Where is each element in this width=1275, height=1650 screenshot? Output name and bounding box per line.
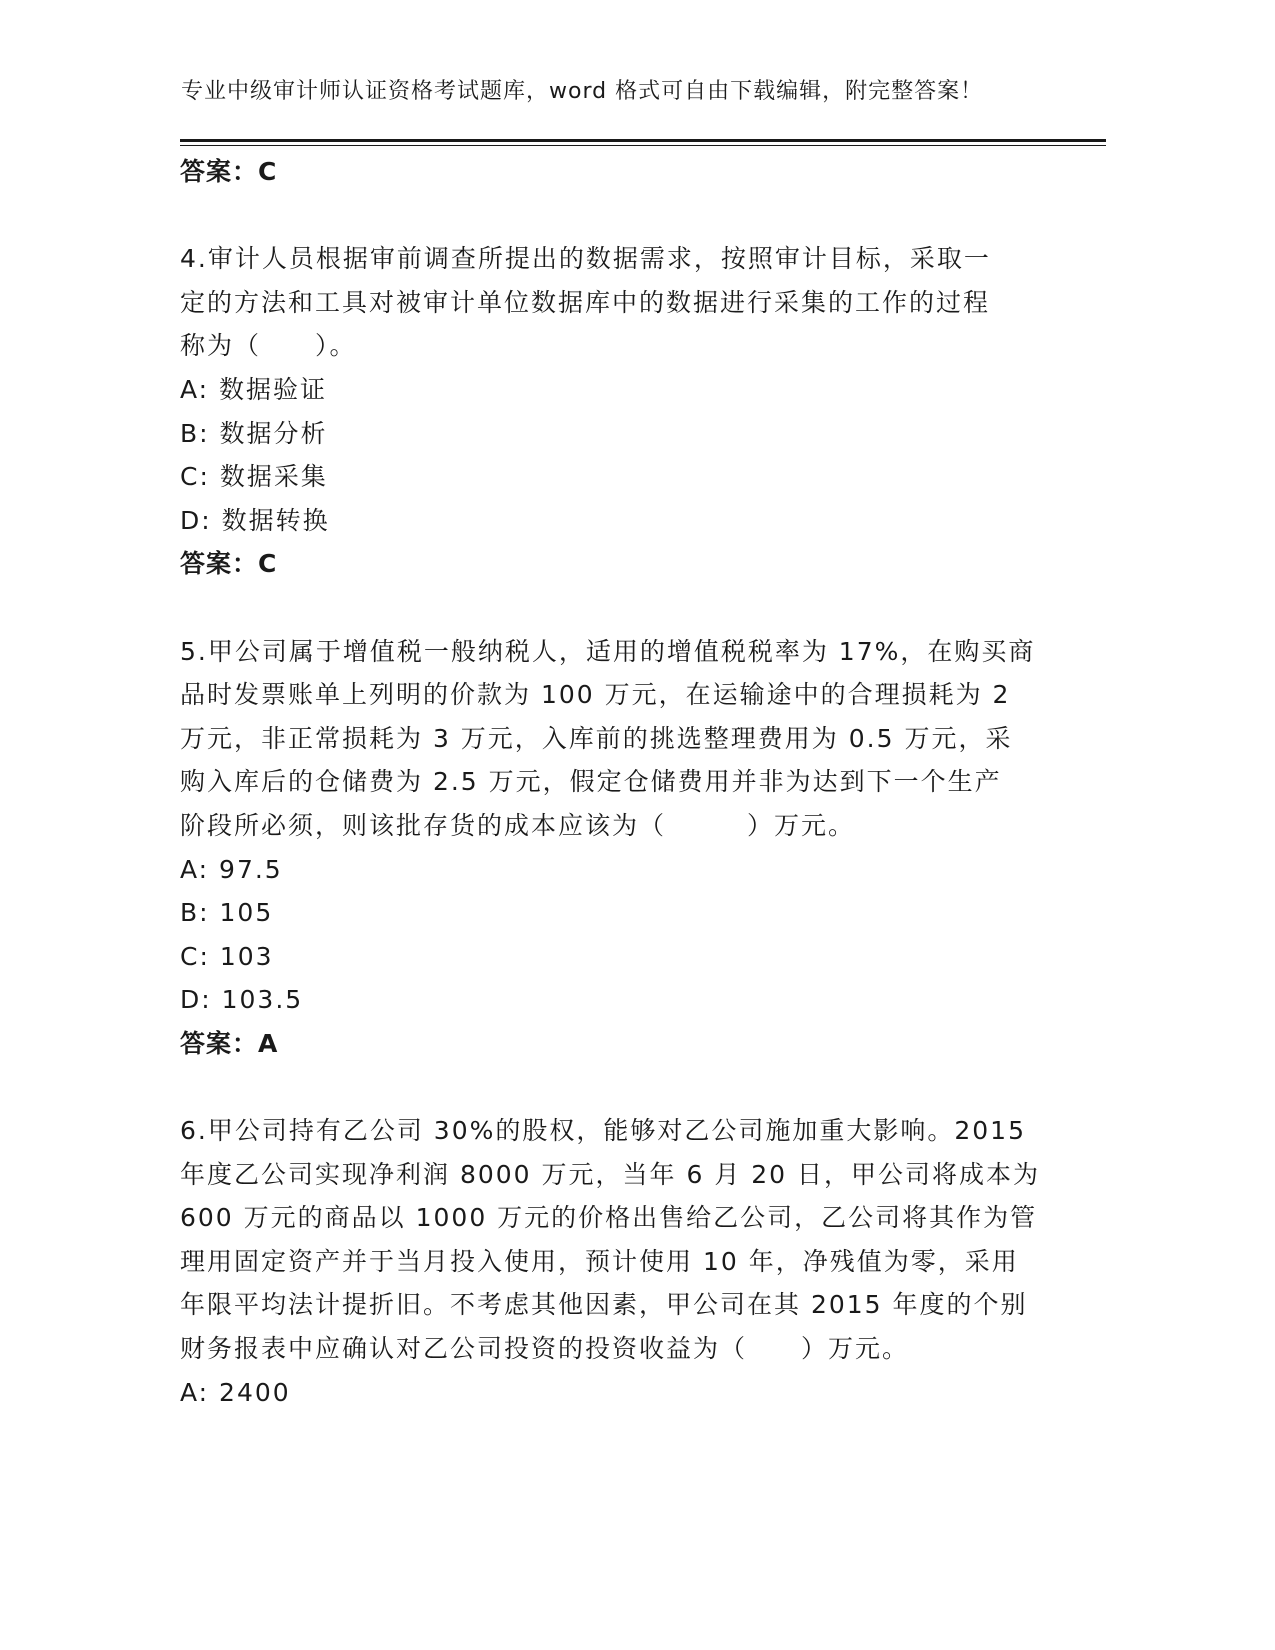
question-5-line: 品时发票账单上列明的价款为 100 万元，在运输途中的合理损耗为 2 bbox=[180, 680, 1011, 710]
option-a: A: 2400 bbox=[180, 1377, 291, 1407]
question-6-line: 财务报表中应确认对乙公司投资的投资收益为（ ）万元。 bbox=[180, 1334, 910, 1364]
header-rule-thin bbox=[180, 145, 1106, 146]
question-6-line: 理用固定资产并于当月投入使用，预计使用 10 年，净残值为零，采用 bbox=[180, 1246, 1019, 1276]
spacer bbox=[180, 194, 1040, 238]
question-5 bbox=[180, 630, 1040, 1066]
question-6-line: 年度乙公司实现净利润 8000 万元，当年 6 月 20 日，甲公司将成本为 bbox=[180, 1159, 1041, 1189]
page-header: 专业中级审计师认证资格考试题库，word 格式可自由下载编辑，附完整答案！ bbox=[181, 79, 984, 104]
option-b: B: 数据分析 bbox=[180, 418, 328, 448]
spacer bbox=[180, 1065, 1040, 1109]
question-6 bbox=[180, 1109, 1040, 1414]
answer-q5: 答案：A bbox=[180, 1028, 279, 1058]
option-a: A: 数据验证 bbox=[180, 374, 328, 404]
question-6-line: 年限平均法计提折旧。不考虑其他因素，甲公司在其 2015 年度的个别 bbox=[180, 1290, 1028, 1320]
option-c: C: 数据采集 bbox=[180, 462, 328, 492]
question-4 bbox=[180, 237, 1040, 586]
answer-q4: 答案：C bbox=[180, 549, 278, 579]
question-5-line: 5.甲公司属于增值税一般纳税人，适用的增值税税率为 17%，在购买商 bbox=[180, 636, 1036, 666]
option-c: C: 103 bbox=[180, 941, 274, 971]
option-d: D: 103.5 bbox=[180, 985, 304, 1015]
question-6-line: 600 万元的商品以 1000 万元的价格出售给乙公司，乙公司将其作为管 bbox=[180, 1203, 1038, 1233]
question-4-line: 定的方法和工具对被审计单位数据库中的数据进行采集的工作的过程 bbox=[180, 287, 991, 317]
question-4-line: 称为（ ）。 bbox=[180, 331, 357, 361]
question-6-line: 6.甲公司持有乙公司 30%的股权，能够对乙公司施加重大影响。2015 bbox=[180, 1116, 1026, 1146]
question-5-line: 阶段所必须，则该批存货的成本应该为（ ）万元。 bbox=[180, 810, 856, 840]
question-5-line: 万元，非正常损耗为 3 万元，入库前的挑选整理费用为 0.5 万元，采 bbox=[180, 723, 1013, 753]
question-5-line: 购入库后的仓储费为 2.5 万元，假定仓储费用并非为达到下一个生产 bbox=[180, 767, 1002, 797]
option-d: D: 数据转换 bbox=[180, 505, 330, 535]
header-rule-thick bbox=[180, 139, 1106, 142]
option-a: A: 97.5 bbox=[180, 854, 283, 884]
option-b: B: 105 bbox=[180, 898, 274, 928]
answer-q3: 答案：C bbox=[180, 157, 278, 186]
spacer bbox=[180, 586, 1040, 630]
document-body bbox=[180, 150, 1040, 1414]
question-4-line: 4.审计人员根据审前调查所提出的数据需求，按照审计目标，采取一 bbox=[180, 244, 991, 274]
